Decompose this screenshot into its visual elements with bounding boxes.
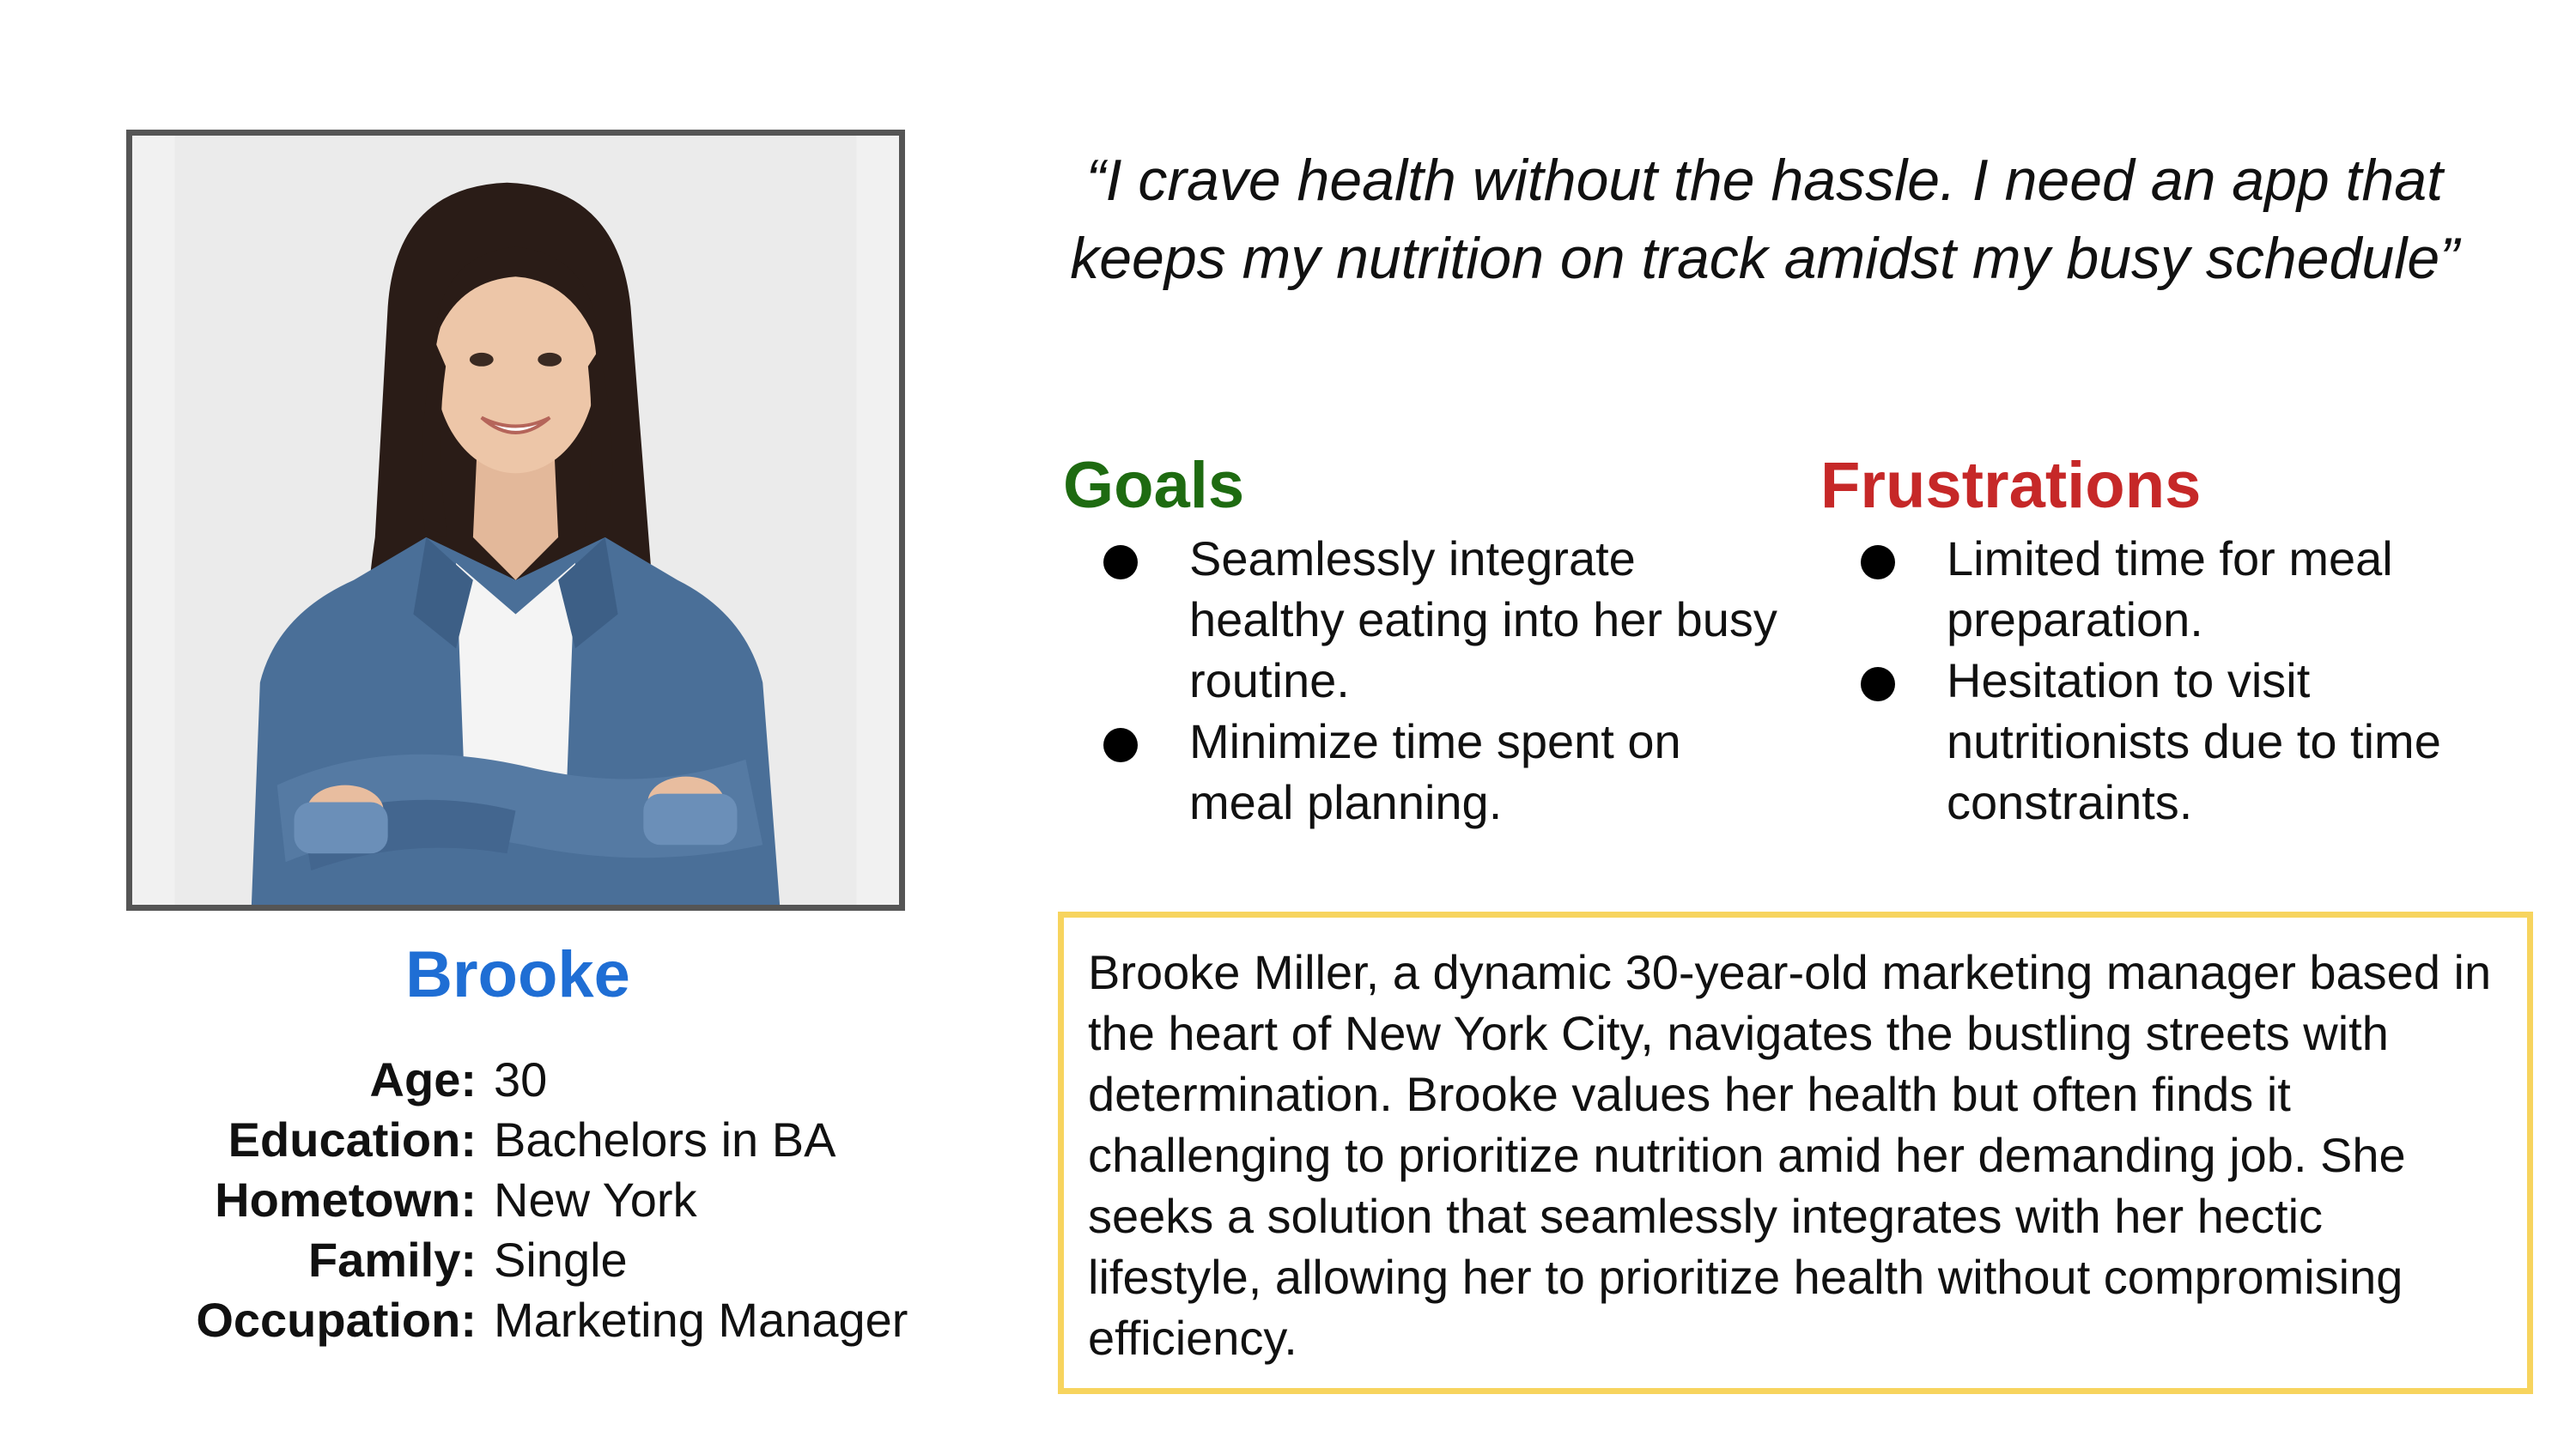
list-item	[1861, 650, 2548, 833]
detail-row-age	[129, 1049, 987, 1109]
frustrations-list	[1861, 528, 2548, 833]
detail-label: Age:	[369, 1052, 477, 1106]
detail-value: Bachelors in BA	[494, 1112, 836, 1167]
persona-name: Brooke	[405, 938, 630, 1011]
detail-label: Occupation:	[196, 1292, 477, 1347]
goal-text: Seamlessly integrate healthy eating into her busy routine.	[1189, 531, 1777, 707]
goals-heading: Goals	[1063, 449, 1245, 522]
persona-bio: Brooke Miller, a dynamic 30-year-old marketing manager based in the heart of New York City, navigates the bustling streets with determination. Brooke values her health but often finds it challenging to prioritize nutrition amid her demanding job. She seeks a solution that seamlessly integrates with her hectic lifestyle, allowing her to prioritize health without compromising efficiency.	[1058, 912, 2533, 1394]
detail-value: Marketing Manager	[494, 1292, 908, 1347]
bullet-icon	[1861, 667, 1895, 701]
detail-value: Single	[494, 1232, 628, 1287]
bullet-icon	[1861, 545, 1895, 579]
list-item	[1861, 528, 2548, 650]
bullet-icon	[1103, 545, 1138, 579]
detail-row-hometown	[129, 1169, 987, 1229]
detail-label: Family:	[307, 1232, 477, 1287]
detail-value: New York	[494, 1172, 697, 1227]
detail-row-family	[129, 1229, 987, 1289]
goal-text: Minimize time spent on meal planning.	[1189, 714, 1681, 829]
list-item	[1103, 711, 1790, 833]
persona-photo	[126, 130, 905, 911]
detail-label: Education:	[228, 1112, 477, 1167]
detail-row-occupation	[129, 1289, 987, 1349]
bullet-icon	[1103, 728, 1138, 762]
detail-value: 30	[494, 1052, 548, 1106]
persona-details	[129, 1049, 987, 1349]
frustration-text: Limited time for meal preparation.	[1947, 531, 2393, 646]
frustration-text: Hesitation to visit nutritionists due to time constraints.	[1947, 653, 2441, 829]
detail-row-education	[129, 1109, 987, 1169]
frustrations-heading: Frustrations	[1820, 449, 2202, 522]
detail-label: Hometown:	[215, 1172, 477, 1227]
list-item	[1103, 528, 1790, 711]
persona-quote: “I crave health without the hassle. I need an app that keeps my nutrition on track amidst my busy schedule”	[1070, 148, 2459, 291]
goals-list	[1103, 528, 1790, 833]
persona-portrait-image	[132, 136, 899, 905]
